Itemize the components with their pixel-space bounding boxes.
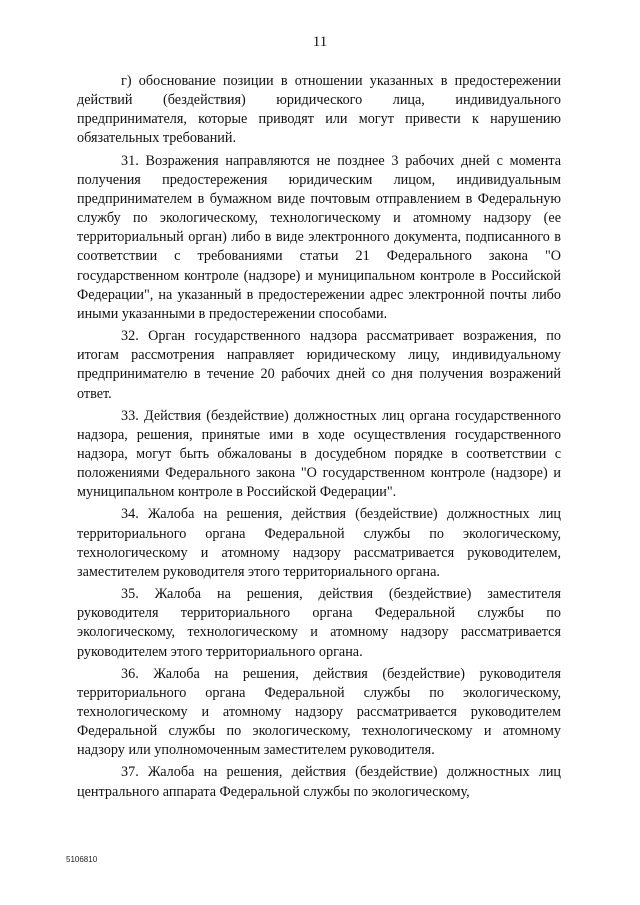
paragraph-35: 35. Жалоба на решения, действия (бездействие) заместителя руководителя территориального органа Федеральной службы по экологическому, технологическому и атомному надзору рассматривается руководителем этого территориального органа.	[77, 586, 561, 660]
paragraph-31: 31. Возражения направляются не позднее 3 рабочих дней с момента получения предостережения юридическим лицом, индивидуальным предпринимателем в бумажном виде почтовым отправлением в Федеральную службу по экологическому, технологическому и атомному надзору (ее территориальный орган) либо в виде электронного документа, подписанного в соответствии с требованиями статьи 21 Федерального закона "О государственном контроле (надзоре) и муниципальном контроле в Российской Федерации", на указанный в предостережении адрес электронной почты либо иными указанными в предостережении способами.	[77, 152, 561, 322]
paragraph-item-g: г) обоснование позиции в отношении указанных в предостережении действий (бездействия) юридического лица, индивидуального предпринимателя, которые приводят или могут привести к нарушению обязательных требований.	[77, 73, 561, 147]
document-code: 5106810	[66, 855, 98, 864]
paragraph-33: 33. Действия (бездействие) должностных лиц органа государственного надзора, решения, принятые ими в ходе осуществления государственного надзора, могут быть обжалованы в досудебном порядке в соответствии с положениями Федерального закона "О государственном контроле (надзоре) и муниципальном контроле в Российской Федерации".	[77, 407, 561, 501]
paragraph-36: 36. Жалоба на решения, действия (бездействие) руководителя территориального органа Федеральной службы по экологическому, технологическому и атомному надзору рассматривается руководителем Федеральной службы по экологическому, технологическому и атомному надзору или уполномоченным заместителем руководителя.	[77, 665, 561, 759]
paragraph-37: 37. Жалоба на решения, действия (бездействие) должностных лиц центрального аппарата Федеральной службы по экологическому,	[77, 764, 561, 800]
page-number: 11	[312, 34, 328, 50]
document-body	[77, 72, 561, 805]
paragraph-32: 32. Орган государственного надзора рассматривает возражения, по итогам рассмотрения направляет юридическому лицу, индивидуальному предпринимателю в течение 20 рабочих дней со дня получения возражений ответ.	[77, 328, 561, 402]
paragraph-34: 34. Жалоба на решения, действия (бездействие) должностных лиц территориального органа Федеральной службы по экологическому, технологическому и атомному надзору рассматривается руководителем, заместителем руководителя этого территориального органа.	[77, 506, 561, 580]
